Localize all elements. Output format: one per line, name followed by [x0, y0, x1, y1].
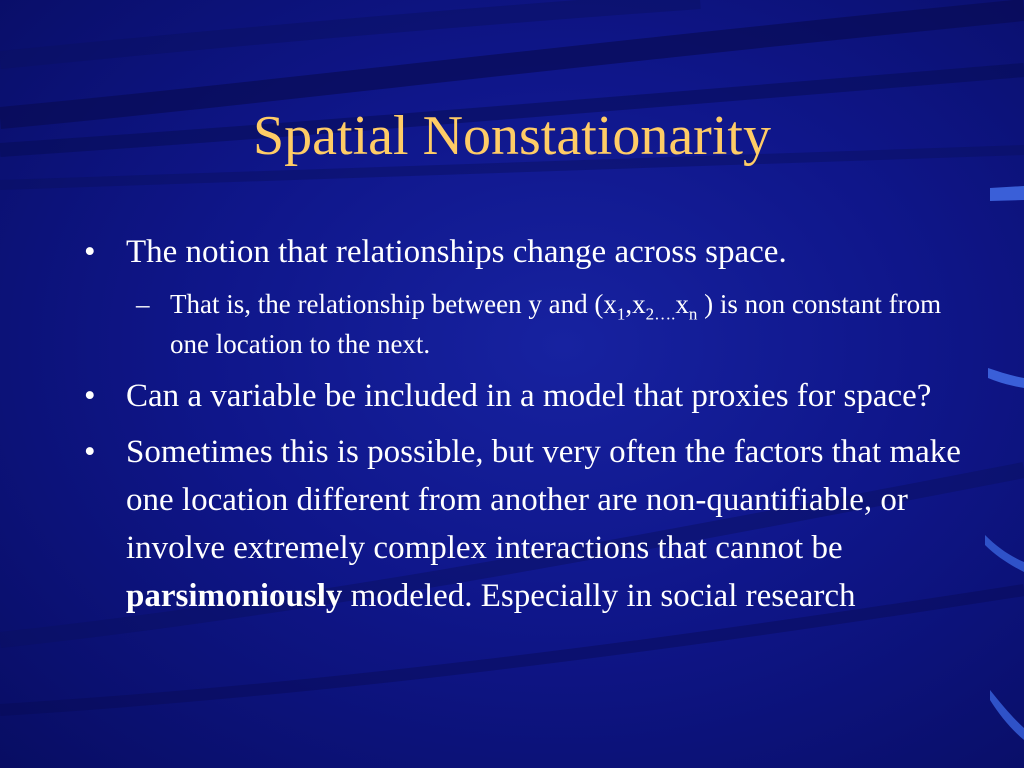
- bullet-glyph: •: [84, 378, 96, 414]
- bullet-text: The notion that relationships change across space.: [126, 234, 787, 270]
- bold-term: parsimoniously: [126, 578, 343, 614]
- bullet-text-part: modeled. Especially in social research: [342, 578, 856, 614]
- sub-text-part: x: [675, 289, 689, 319]
- bullet-text: [126, 434, 961, 614]
- slide-content: [80, 228, 980, 628]
- bullet-glyph: •: [84, 234, 96, 270]
- sub-text-part: ) is non constant from one location to the next.: [170, 289, 942, 359]
- subscript: n: [688, 304, 698, 324]
- bullet-text-part: Sometimes this is possible, but very often the factors that make one location different from another are non-quantifiable, or involve extremely complex interactions that cannot be: [126, 434, 961, 566]
- slide-title: Spatial Nonstationarity: [253, 105, 771, 167]
- sub-bullet-glyph: –: [136, 289, 150, 319]
- subscript: 1: [616, 304, 626, 324]
- bullet-item: [80, 428, 980, 620]
- sub-text-part: ,x: [625, 289, 646, 319]
- sub-bullet-text: [170, 289, 941, 359]
- bullet-glyph: •: [84, 434, 96, 470]
- bullet-item: [80, 228, 980, 276]
- subscript: 2….: [645, 304, 676, 324]
- bullet-text: Can a variable be included in a model that proxies for space?: [126, 378, 932, 414]
- bullet-item: [80, 372, 980, 420]
- sub-bullet-item: [80, 284, 980, 364]
- sub-text-part: That is, the relationship between y and (x: [170, 289, 617, 319]
